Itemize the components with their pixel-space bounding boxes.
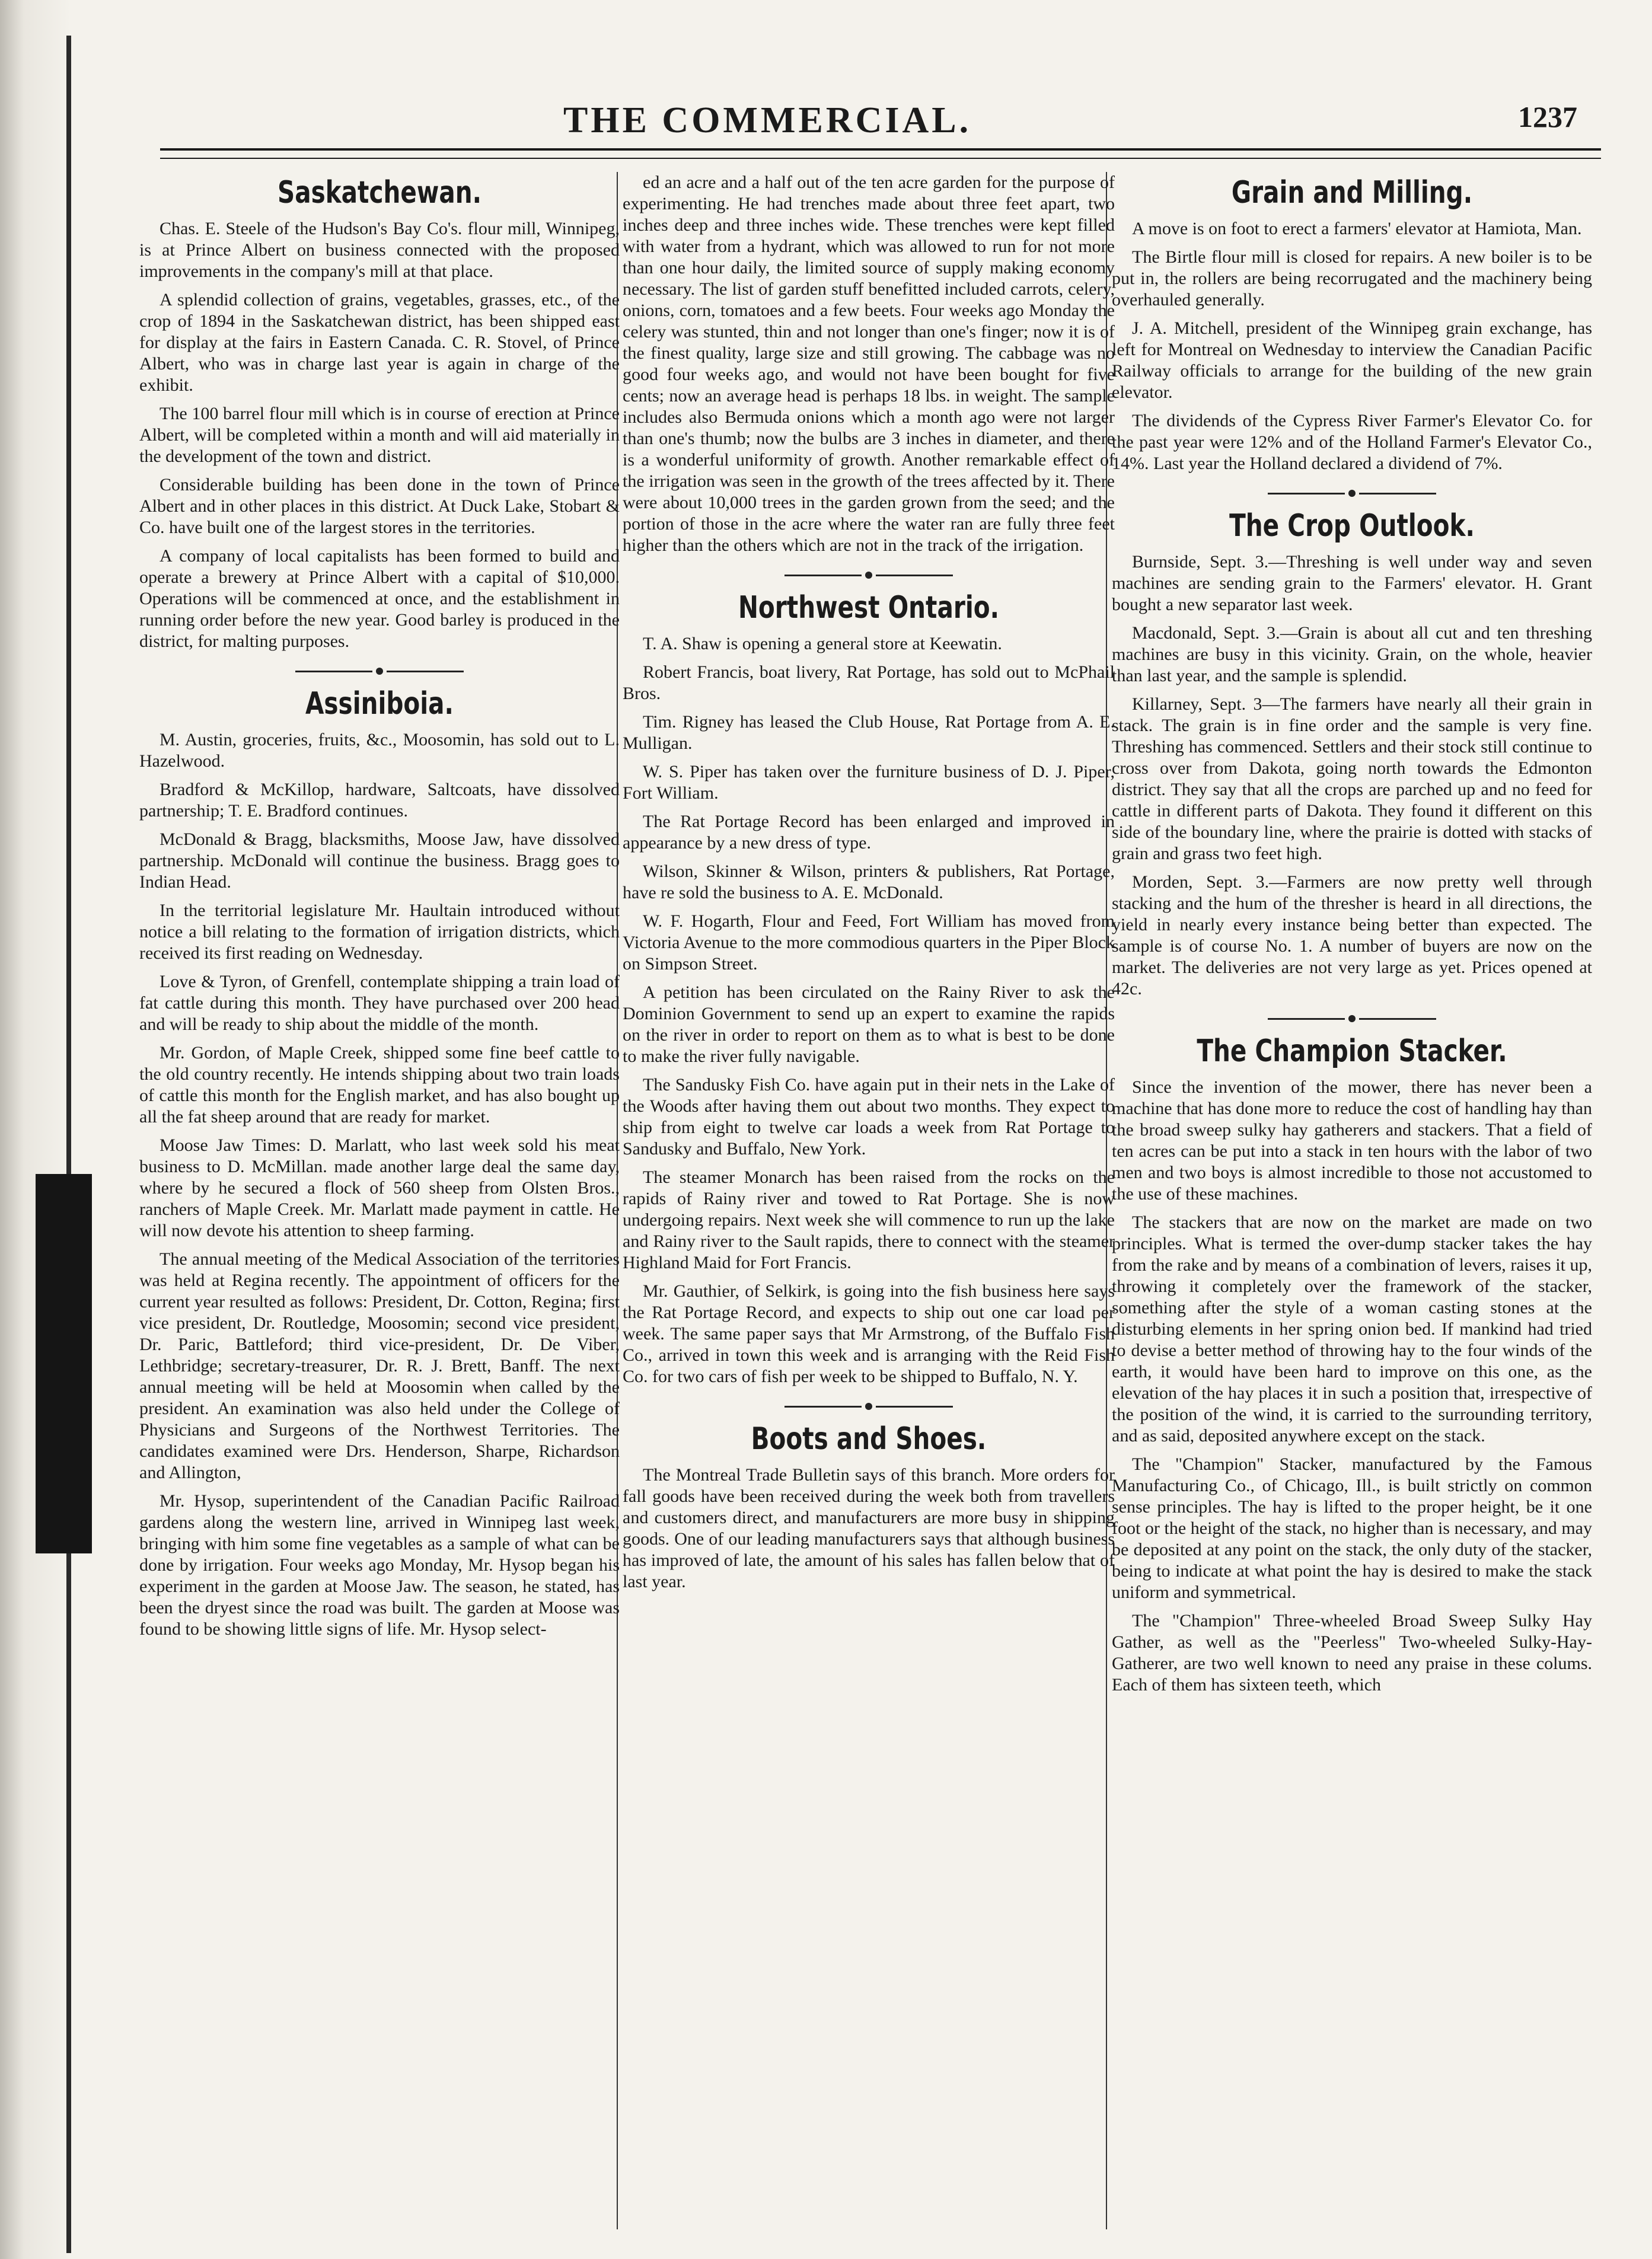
article-paragraph: The Sandusky Fish Co. have again put in their nets in the Lake of the Woods after having them out about two months. They expect to ship from eight to twelve car loads a week from Rat Portage to Sandusky and Buffalo, New York. (623, 1075, 1115, 1159)
section-separator (139, 668, 620, 675)
article-paragraph: McDonald & Bragg, blacksmiths, Moose Jaw, have dissolved partnership. McDonald will continue the business. Bragg goes to Indian Head. (139, 829, 620, 892)
column-3 (1112, 172, 1592, 1703)
article-paragraph: The dividends of the Cypress River Farmer's Elevator Co. for the past year were 12% and of the Holland Farmer's Elevator Co., 14%. Last year the Holland declared a dividend of 7%. (1112, 411, 1592, 473)
article-paragraph: W. S. Piper has taken over the furniture business of D. J. Piper, Fort William. (623, 762, 1115, 803)
article-paragraph: Robert Francis, boat livery, Rat Portage, has sold out to McPhail Bros. (623, 662, 1115, 703)
section-separator (623, 572, 1115, 579)
article-paragraph: The "Champion" Stacker, manufactured by the Famous Manufacturing Co., of Chicago, Ill., is built strictly on common sense principles. The hay is lifted to the proper height, be it one foot or the height of the stack, no higher than is necessary, and may be deposited at any point on the stack, the only duty of the stacker, being to indicate at what point the hay is desired to make the stack uniform and symmetrical. (1112, 1454, 1592, 1602)
article-paragraph: Love & Tyron, of Grenfell, contemplate shipping a train load of fat cattle during this month. They have purchased over 200 head and will be ready to ship about the middle of the month. (139, 972, 620, 1034)
article-paragraph: Considerable building has been done in the town of Prince Albert and in other places in this district. At Duck Lake, Stobart & Co. have built one of the largest stores in the territories. (139, 475, 620, 537)
article-headline: Grain and Milling. (1231, 175, 1473, 210)
article-paragraph: Macdonald, Sept. 3.—Grain is about all cut and ten threshing machines are busy in this vicinity. Grain, on the whole, heavier than last year, and the sample is splendid. (1112, 623, 1592, 685)
article-paragraph: A move is on foot to erect a farmers' elevator at Hamiota, Man. (1132, 219, 1582, 238)
article-headline: Assiniboia. (305, 686, 454, 722)
article-paragraph: The 100 barrel flour mill which is in course of erection at Prince Albert, will be completed within a month and will aid materially in the development of the town and district. (139, 404, 620, 466)
article-boots-and-shoes (623, 1403, 1115, 1593)
article-paragraph: Chas. E. Steele of the Hudson's Bay Co's. flour mill, Winnipeg, is at Prince Albert on business connected with the proposed improvements in the company's mill at that place. (139, 219, 620, 281)
binding-margin (0, 0, 89, 2259)
article-paragraph: Tim. Rigney has leased the Club House, Rat Portage from A. E. Mulligan. (623, 712, 1115, 753)
article-paragraph: Bradford & McKillop, hardware, Saltcoats, have dissolved partnership; T. E. Bradford continues. (139, 780, 620, 821)
article-paragraph: Morden, Sept. 3.—Farmers are now pretty well through stacking and the hum of the thresher is heard in all directions, the yield in nearly every instance being better than expected. The sample is of course No. 1. A number of buyers are now on the market. The deliveries are not very large as yet. Prices opened at 42c. (1112, 872, 1592, 998)
masthead-title: THE COMMERCIAL. (563, 100, 972, 141)
article-headline: The Crop Outlook. (1229, 508, 1475, 544)
article-paragraph: Since the invention of the mower, there has never been a machine that has done more to reduce the cost of handling hay than the broad sweep sulky hay gatherers and stackers. That a field of ten acres can be put into a stack in ten hours with the labor of two men and two boys is almost incredible to those not accustomed to the use of these machines. (1112, 1077, 1592, 1204)
article-paragraph: Mr. Gauthier, of Selkirk, is going into the fish business here says the Rat Portage Record, and expects to ship out one car load per week. The same paper says that Mr Armstrong, of the Buffalo Fish Co., arrived in town this week and is arranging with the Reid Fish Co. for two cars of fish per week to be shipped to Buffalo, N. Y. (623, 1281, 1115, 1386)
article-paragraph: The annual meeting of the Medical Association of the territories was held at Regina recently. The appointment of officers for the current year resulted as follows: President, Dr. Cotton, Regina; first vice president, Dr. Routledge, Moosomin; second vice president, Dr. Paric, Battleford; third vice-president, Dr. De Viber, Lethbridge; secretary-treasurer, Dr. R. J. Brett, Banff. The next annual meeting will be held at Moosomin when called by the president. An examination was also held under the College of Physicians and Surgeons of the Northwest Territories. The candidates examined were Drs. Henderson, Sharpe, Richardson and Allington, (139, 1249, 620, 1482)
header-rule (160, 148, 1601, 159)
article-assiniboia (139, 668, 620, 1640)
article-paragraph: W. F. Hogarth, Flour and Feed, Fort William has moved from Victoria Avenue to the more commodious quarters in the Piper Block on Simpson Street. (623, 911, 1115, 974)
article-paragraph: A petition has been circulated on the Rainy River to ask the Dominion Government to send up an expert to examine the rapids on the river in order to report on them as to what is best to be done to make the river fully navigable. (623, 982, 1115, 1066)
article-paragraph: J. A. Mitchell, president of the Winnipeg grain exchange, has left for Montreal on Wednesday to interview the Canadian Pacific Railway officials to arrange for the building of the new grain elevator. (1112, 318, 1592, 402)
article-headline: The Champion Stacker. (1197, 1033, 1507, 1069)
article-paragraph: Killarney, Sept. 3—The farmers have nearly all their grain in stack. The grain is in fine order and the sample is very fine. Threshing has commenced. Settlers and their stock still continue to cross over from Dakota, going north towards the Edmonton district. They say that all the crops are parched up and no feed for cattle in different parts of Dakota. They found it different on this side of the boundary line, where the prairie is dotted with stacks of grain and grass two feet high. (1112, 694, 1592, 863)
article-paragraph: The Rat Portage Record has been enlarged and improved in appearance by a new dress of type. (623, 812, 1115, 853)
article-paragraph: The "Champion" Three-wheeled Broad Sweep Sulky Hay Gather, as well as the "Peerless" Two-wheeled Sulky-Hay-Gatherer, are two well known to need any praise in these colums. Each of them has sixteen teeth, which (1112, 1611, 1592, 1695)
section-separator (1112, 1015, 1592, 1022)
article-paragraph: The steamer Monarch has been raised from the rocks on the rapids of Rainy river and towed to Rat Portage. She is now undergoing repairs. Next week she will commence to run up the lake and Rainy river to the Sault rapids, there to connect with the steamer Highland Maid for Fort Francis. (623, 1167, 1115, 1272)
article-paragraph: ed an acre and a half out of the ten acre garden for the purpose of experimenting. He had trenches made about three feet apart, two inches deep and three inches wide. These trenches were kept filled with water from a hydrant, which was allowed to run for not more than one hour daily, the limited source of supply making economy necessary. The list of garden stuff benefitted included carrots, celery, onions, corn, tomatoes and a few beets. Four weeks ago Monday the celery was stunted, thin and not longer than one's finger; now it is of the finest quality, large size and still growing. The cabbage was no good four weeks ago, and would not have been bought for five cents; now an average head is perhaps 18 lbs. in weight. The sample includes also Bermuda onions which a month ago were not larger than one's thumb; now the bulbs are 3 inches in diameter, and there is a wonderful uniformity of growth. Another remarkable effect of the irrigation was seen in the growth of the trees affected by it. There were about 10,000 trees in the garden grown from the seed; and the portion of those in the acre where the water ran are fully three feet higher than the others which are not in the track of the irrigation. (623, 173, 1115, 555)
column-1 (139, 172, 620, 1647)
article-paragraph: Burnside, Sept. 3.—Threshing is well under way and seven machines are sending grain to the Farmers' elevator. H. Grant bought a new separator last week. (1112, 552, 1592, 614)
article-paragraph: The Birtle flour mill is closed for repairs. A new boiler is to be put in, the rollers are being recorrugated and the machinery being overhauled generally. (1112, 247, 1592, 310)
column-2 (623, 172, 1115, 1600)
article-headline: Boots and Shoes. (751, 1421, 987, 1457)
article-paragraph: A company of local capitalists has been formed to build and operate a brewery at Prince Albert with a capital of $10,000. Operations will be commenced at once, and the establishment in running order before the new year. Good barley is produced in the district, for malting purposes. (139, 546, 620, 651)
article-paragraph: Mr. Hysop, superintendent of the Canadian Pacific Railroad gardens along the western line, arrived in Winnipeg last week, bringing with him some fine vegetables as a sample of what can be done by irrigation. Four weeks ago Monday, Mr. Hysop began his experiment in the garden at Moose Jaw. The season, he stated, has been the dryest since the road was built. The garden at Moose was found to be showing little signs of life. Mr. Hysop select- (139, 1491, 620, 1639)
article-saskatchewan (139, 174, 620, 652)
page-number: 1237 (1518, 100, 1577, 133)
article-paragraph: The stackers that are now on the market are made on two principles. What is termed the over-dump stacker takes the hay from the rake and by means of a combination of levers, raises it up, throwing it completely over the framework of the stacker, something after the style of a woman casting stones at the disturbing elements in her spring onion bed. If mankind had tried to devise a better method of throwing hay to the four winds of the earth, it would have been hard to improve on this one, as the elevation of the hay places it in such a position that, irrespective of the position of the wind, it is carried to the surrounding territory, and as said, deposited anywhere except on the stack. (1112, 1213, 1592, 1446)
article-the-champion-stacker (1112, 1015, 1592, 1696)
article-headline: Saskatchewan. (277, 175, 482, 210)
article-paragraph: A splendid collection of grains, vegetables, grasses, etc., of the crop of 1894 in the Saskatchewan district, has been shipped east for display at the fairs in Eastern Canada. C. R. Stovel, of Prince Albert, who was in charge last year is again in charge of the exhibit. (139, 290, 620, 395)
article-paragraph: In the territorial legislature Mr. Haultain introduced without notice a bill relating to the formation of irrigation districts, which received its first reading on Wednesday. (139, 901, 620, 963)
article-paragraph: Moose Jaw Times: D. Marlatt, who last week sold his meat business to D. McMillan. made another large deal the same day, where by he secured a flock of 560 sheep from Olsten Bros., ranchers of Maple Creek. Mr. Marlatt made payment in cattle. He will now devote his attention to sheep farming. (139, 1135, 620, 1240)
article-paragraph: M. Austin, groceries, fruits, &c., Moosomin, has sold out to L. Hazelwood. (139, 730, 620, 771)
article-paragraph: T. A. Shaw is opening a general store at Keewatin. (643, 634, 1002, 653)
article-continued (623, 172, 1115, 556)
article-paragraph: Mr. Gordon, of Maple Creek, shipped some fine beef cattle to the old country recently. He intends shipping about two train loads of cattle this month for the English market, and has also bought up all the fat sheep around that are ready for market. (139, 1043, 620, 1127)
binding-edge (66, 36, 71, 2253)
scan-artifact (36, 1174, 92, 1553)
article-paragraph: Wilson, Skinner & Wilson, printers & publishers, Rat Portage, have re sold the business to A. E. McDonald. (623, 862, 1115, 902)
article-northwest-ontario (623, 572, 1115, 1387)
article-the-crop-outlook (1112, 490, 1592, 1000)
article-paragraph: The Montreal Trade Bulletin says of this branch. More orders for fall goods have been received during the week both from travellers and customers direct, and manufacturers are more busy in shipping goods. One of our leading manufacturers says that although business has improved of late, the amount of his sales has fallen below that of last year. (623, 1465, 1115, 1591)
article-headline: Northwest Ontario. (738, 590, 999, 626)
section-separator (623, 1403, 1115, 1410)
article-grain-and-milling (1112, 174, 1592, 474)
section-separator (1112, 490, 1592, 497)
